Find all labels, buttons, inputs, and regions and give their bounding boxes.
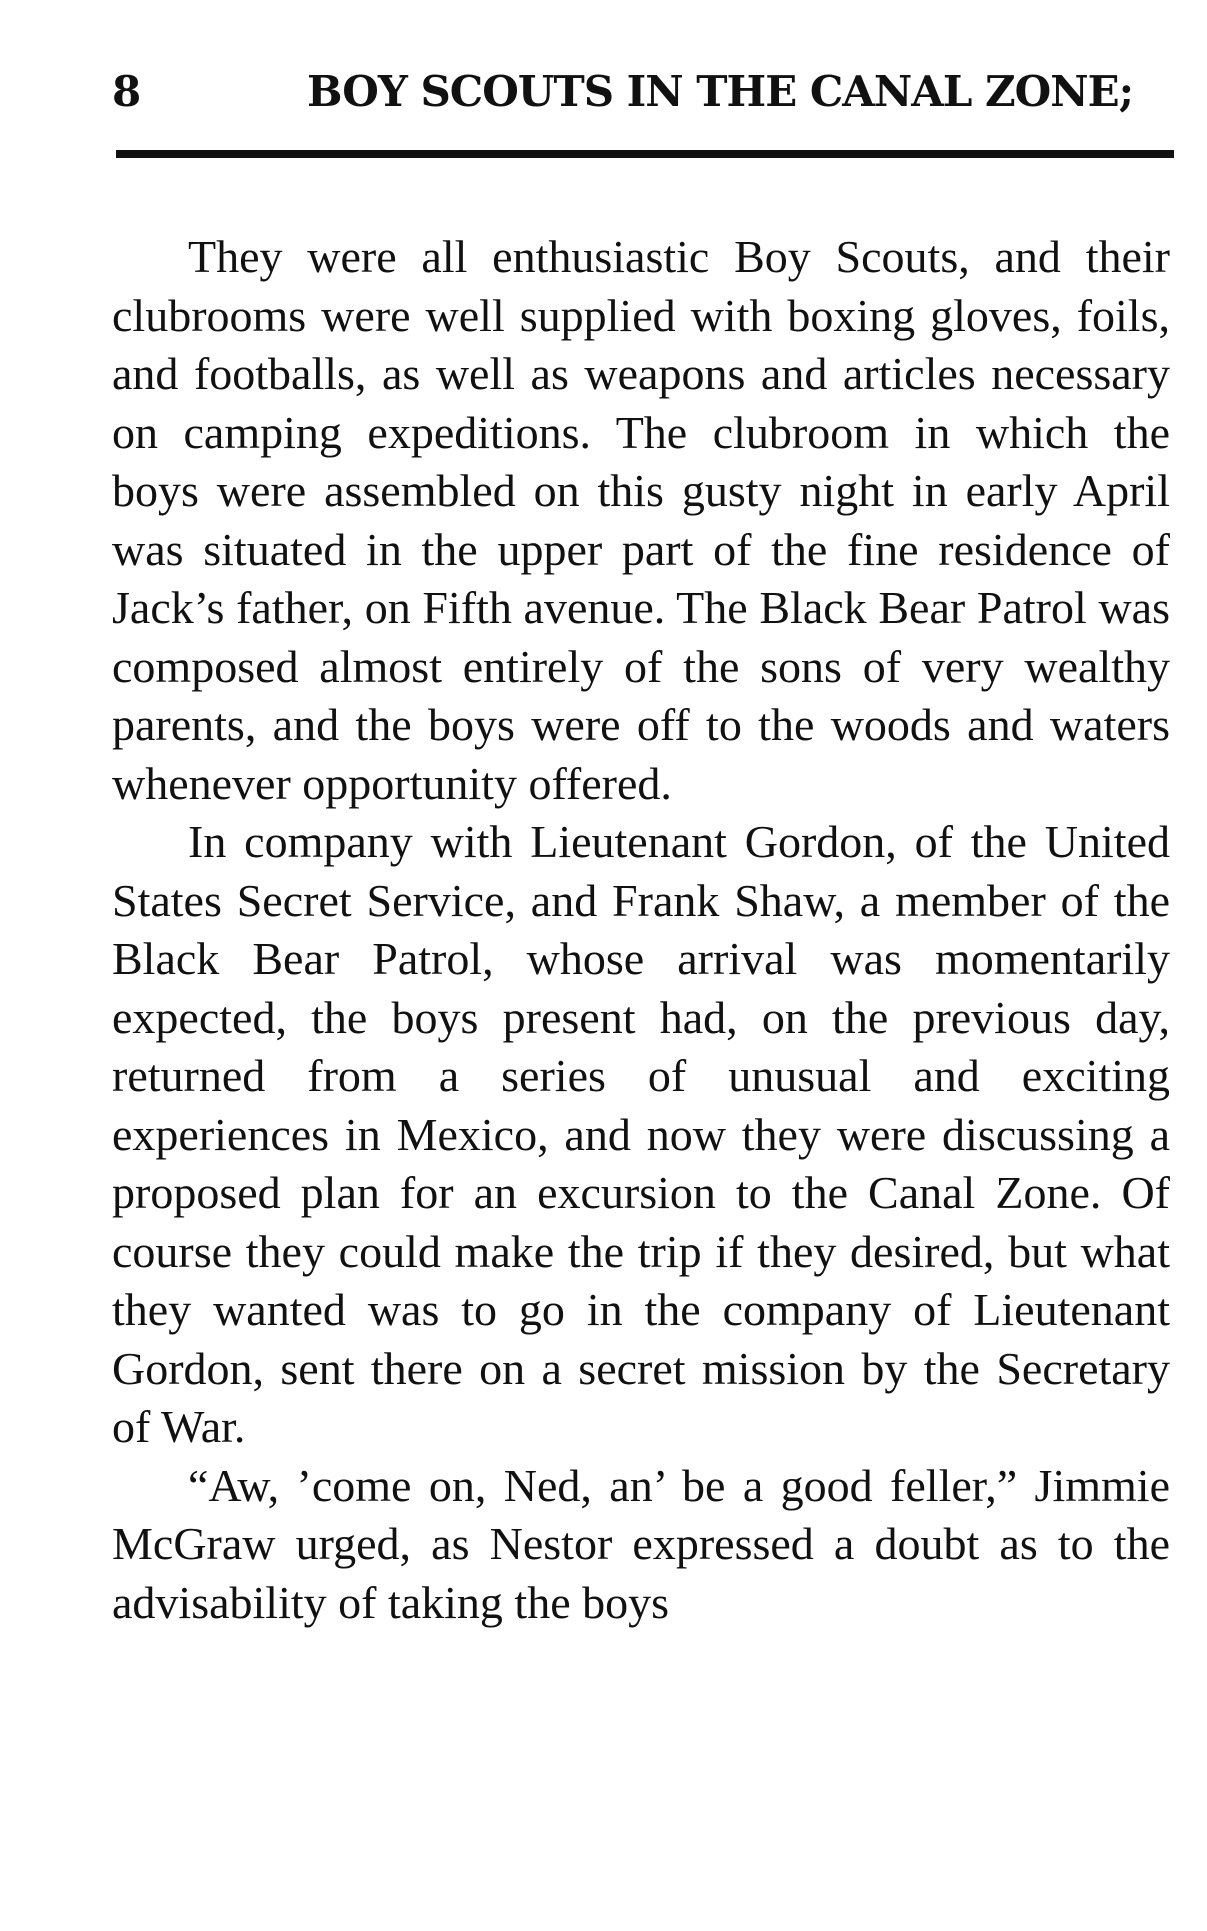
- book-page: [112, 40, 1170, 1900]
- running-title: BOY SCOUTS IN THE CANAL ZONE;: [307, 67, 1134, 116]
- page-header: [112, 62, 1170, 122]
- paragraph-2: In company with Lieutenant Gordon, of the United States Secret Service, and Frank Shaw, a member of the Black Bear Patrol, whose arrival was momentarily expected, the boys present had, on the previous day, returned from a series of unusual and exciting experiences in Mexico, and now they were discussing a proposed plan for an excursion to the Canal Zone. Of course they could make the trip if they desired, but what they wanted was to go in the company of Lieutenant Gordon, sent there on a secret mission by the Secretary of War.: [112, 816, 1170, 1452]
- paragraph-1: They were all enthusiastic Boy Scouts, and their clubrooms were well supplied with boxing gloves, foils, and footballs, as well as weapons and articles necessary on camping expeditions. The clubroom in which the boys were assembled on this gusty night in early April was situated in the upper part of the fine residence of Jack’s father, on Fifth avenue. The Black Bear Patrol was composed almost entirely of the sons of very wealthy parents, and the boys were off to the woods and waters whenever opportunity offered.: [112, 231, 1170, 809]
- paragraph-3: “Aw, ’come on, Ned, an’ be a good feller,” Jimmie McGraw urged, as Nestor expressed a doubt as to the advisability of taking the boys: [112, 1459, 1170, 1628]
- body-text: [112, 228, 1170, 1632]
- page-number: 8: [112, 67, 142, 116]
- header-rule: [116, 150, 1174, 158]
